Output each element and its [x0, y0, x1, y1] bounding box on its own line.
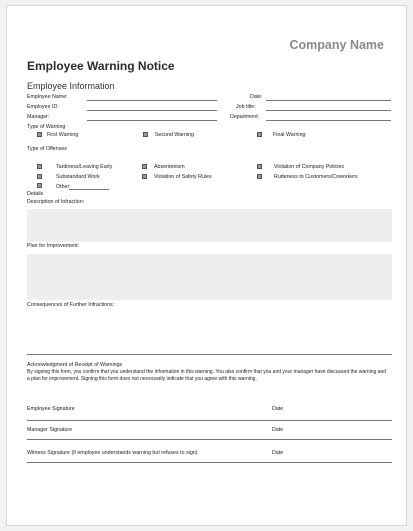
page-title: Employee Warning Notice [27, 59, 175, 73]
manager-signature-label: Manager Signature [27, 427, 73, 433]
employee-signature-label: Employee Signature [27, 406, 75, 412]
policy-violation-checkbox[interactable] [257, 164, 262, 169]
tardiness-checkbox[interactable] [37, 164, 42, 169]
manager-signature-line[interactable] [27, 439, 392, 440]
department-label: Department: [230, 114, 260, 120]
first-warning-checkbox[interactable] [37, 132, 42, 137]
safety-violation-label: Violation of Safety Rules [154, 174, 212, 180]
description-label: Description of Infraction: [27, 199, 85, 205]
other-offense-checkbox[interactable] [37, 183, 42, 188]
employee-id-field[interactable] [87, 110, 217, 111]
safety-violation-checkbox[interactable] [142, 174, 147, 179]
company-name: Company Name [289, 38, 384, 52]
witness-signature-label: Witness Signature (if employee understands warning but refuses to sign) [27, 450, 198, 456]
date-label: Date: [250, 94, 263, 100]
form-page [6, 5, 407, 526]
manager-label: Manager: [27, 114, 50, 120]
date-field[interactable] [266, 100, 391, 101]
other-offense-field[interactable] [69, 189, 109, 190]
rudeness-label: Rudeness to Customers/Coworkers [274, 174, 358, 180]
witness-signature-line[interactable] [27, 462, 392, 463]
manager-field[interactable] [87, 120, 217, 121]
substandard-work-label: Substandard Work [56, 174, 100, 180]
job-title-label: Job title: [236, 104, 256, 110]
rudeness-checkbox[interactable] [257, 174, 262, 179]
employee-signature-line[interactable] [27, 420, 392, 421]
acknowledgment-label: Acknowledgment of Receipt of Warnings [27, 362, 123, 368]
final-warning-label: Final Warning [273, 132, 306, 138]
warning-type-label: Type of Warning [27, 124, 66, 130]
plan-label: Plan for Improvement: [27, 243, 80, 249]
other-offense-label: Other: [56, 184, 71, 190]
employee-name-field[interactable] [87, 100, 217, 101]
section-heading-employee-info: Employee Information [27, 81, 115, 91]
plan-textarea[interactable] [27, 254, 392, 300]
absenteeism-checkbox[interactable] [142, 164, 147, 169]
consequences-field[interactable] [27, 354, 392, 355]
employee-name-label: Employee Name: [27, 94, 68, 100]
witness-date-label: Date [272, 450, 284, 456]
offense-type-label: Type of Offenses [27, 146, 67, 152]
policy-violation-label: Violation of Company Policies [274, 164, 344, 170]
employee-id-label: Employee ID: [27, 104, 59, 110]
substandard-work-checkbox[interactable] [37, 174, 42, 179]
employee-date-label: Date [272, 406, 284, 412]
manager-date-label: Date [272, 427, 284, 433]
job-title-field[interactable] [266, 110, 391, 111]
second-warning-checkbox[interactable] [143, 132, 148, 137]
absenteeism-label: Absenteeism [154, 164, 185, 170]
first-warning-label: First Warning [47, 132, 79, 138]
consequences-label: Consequences of Further Infractions: [27, 302, 115, 308]
final-warning-checkbox[interactable] [257, 132, 262, 137]
tardiness-label: Tardiness/Leaving Early [56, 164, 113, 170]
department-field[interactable] [266, 120, 391, 121]
description-textarea[interactable] [27, 209, 392, 242]
second-warning-label: Second Warning [155, 132, 194, 138]
acknowledgment-text: By signing this form, you confirm that you understand the information in this warning. You also confirm that you and your manager have discussed the warning and a plan for improvement. Signing this form does not necessarily indicate that you agree with this warning. [27, 369, 387, 383]
details-label: Details [27, 191, 44, 197]
